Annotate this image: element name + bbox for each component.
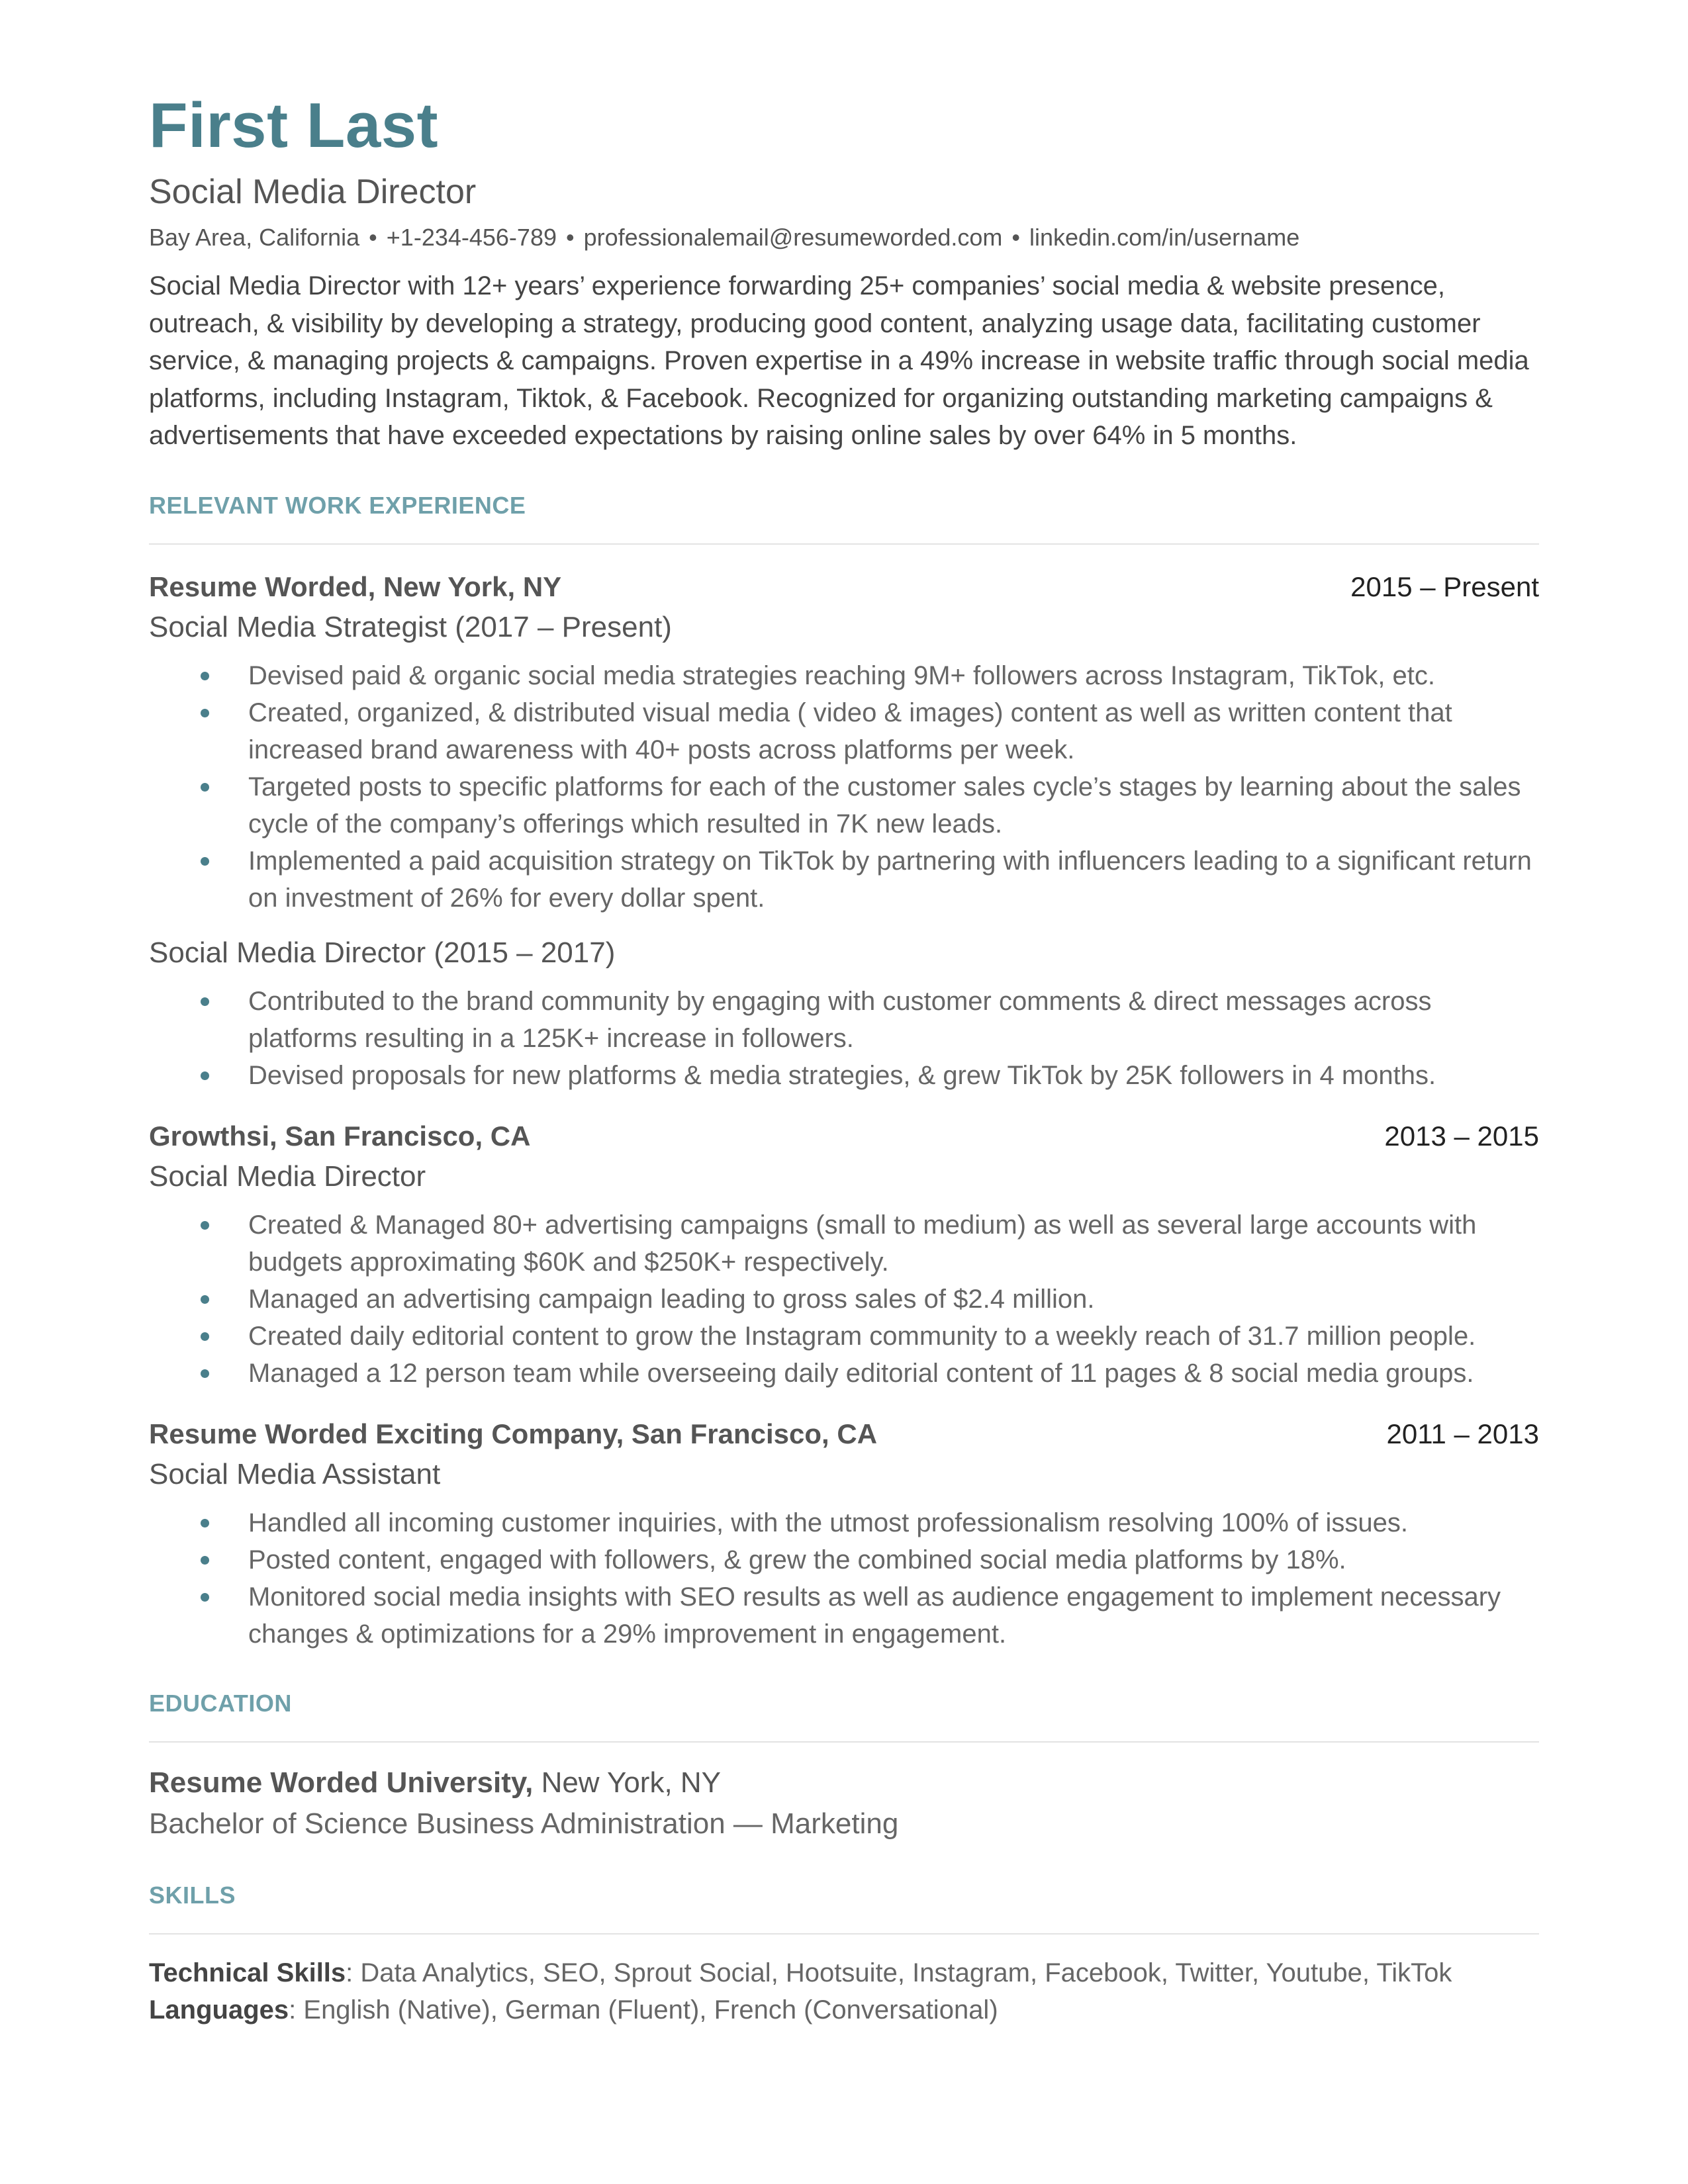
bullet-dot [201,672,209,680]
skills-heading: SKILLS [149,1881,236,1909]
bullet-text: Posted content, engaged with followers, & grew the combined social media platforms by 18%. [248,1545,1346,1574]
job-company: Resume Worded, New York, NY [149,570,562,602]
bullet-text: Devised proposals for new platforms & media strategies, & grew TikTok by 25K followers in 4 months. [248,1060,1436,1090]
skill-values: : Data Analytics, SEO, Sprout Social, Hootsuite, Instagram, Facebook, Twitter, Youtube, TikTok [346,1958,1452,1987]
bullet-dot [201,1071,209,1080]
contact-phone: +1-234-456-789 [386,224,557,251]
education-location: New York, NY [541,1766,722,1799]
bullet-text: Managed an advertising campaign leading to gross sales of $2.4 million. [248,1284,1095,1314]
bullet-dot [201,1556,209,1565]
education-degree: Bachelor of Science Business Administration — Marketing [149,1807,899,1840]
skill-values: : English (Native), German (Fluent), French (Conversational) [289,1995,998,2025]
skill-line-languages [149,1991,1539,2028]
bullet-item [149,983,1539,1057]
bullet-text: Handled all incoming customer inquiries, with the utmost professionalism resolving 100% of issues. [248,1508,1408,1537]
education-school-line [149,1762,1539,1803]
bullet-dot [201,709,209,717]
bullet-item [149,657,1539,694]
summary-paragraph: Social Media Director with 12+ years’ experience forwarding 25+ companies’ social media & website presence, outreach, & visibility by developing a strategy, producing good content, analyzing usage data, facilitating customer service, & managing projects & campaigns. Proven expertise in a 49% increase in website traffic through social media platforms, including Instagram, Tiktok, & Facebook. Recognized for organizing outstanding marketing campaigns & advertisements that have exceeded expectations by raising online sales by over 64% in 5 months. [149,271,1529,450]
bullet-text: Created & Managed 80+ advertising campaigns (small to medium) as well as several large accounts with budgets approximating $60K and $250K+ respectively. [248,1210,1477,1277]
contact-email[interactable]: professionalemail@resumeworded.com [583,224,1003,251]
contact-line [149,221,1539,254]
job-dates: 2011 – 2013 [1386,1418,1539,1449]
bullet-list [149,1504,1539,1653]
education-heading: EDUCATION [149,1689,292,1717]
contact-linkedin[interactable]: linkedin.com/in/username [1029,224,1300,251]
bullet-item [149,1206,1539,1281]
section-divider [149,543,1539,545]
job-position: Social Media Director [149,1160,426,1193]
bullet-text: Monitored social media insights with SEO results as well as audience engagement to implement necessary changes & optimizations for a 29% improvement in engagement. [248,1582,1501,1649]
bullet-item [149,1541,1539,1578]
bullet-dot [201,1332,209,1341]
job-header [149,1116,1539,1156]
bullet-item [149,1318,1539,1355]
contact-location: Bay Area, California [149,224,360,251]
job-header [149,567,1539,607]
education-school: Resume Worded University, [149,1766,534,1799]
bullet-item [149,694,1539,768]
bullet-item [149,1504,1539,1541]
section-divider [149,1933,1539,1934]
bullet-text: Implemented a paid acquisition strategy on TikTok by partnering with influencers leading to a significant return on investment of 26% for every dollar spent. [248,846,1532,913]
bullet-text: Managed a 12 person team while overseeing daily editorial content of 11 pages & 8 social media groups. [248,1358,1474,1388]
resume-title: Social Media Director [149,173,477,211]
bullet-text: Targeted posts to specific platforms for each of the customer sales cycle’s stages by learning about the sales cycle of the company’s offerings which resulted in 7K new leads. [248,772,1521,839]
resume-page [149,86,1539,2028]
job-dates: 2013 – 2015 [1384,1120,1539,1152]
bullet-dot [201,1369,209,1378]
job-entry [149,1414,1539,1653]
bullet-item [149,1578,1539,1653]
skill-label: Technical Skills [149,1958,346,1987]
job-position: Social Media Assistant [149,1457,441,1490]
bullet-dot [201,857,209,866]
bullet-item [149,768,1539,842]
resume-name: First Last [149,90,439,161]
bullet-text: Created, organized, & distributed visual media ( video & images) content as well as written content that increased brand awareness with 40+ posts across platforms per week. [248,698,1452,764]
bullet-dot [201,1519,209,1527]
bullet-item [149,1355,1539,1392]
bullet-item [149,842,1539,917]
experience-heading: RELEVANT WORK EXPERIENCE [149,491,526,519]
skills-block [149,1954,1539,2028]
job-position: Social Media Strategist (2017 – Present) [149,610,672,643]
bullet-dot [201,1221,209,1230]
job-entry [149,567,1539,1094]
bullet-list [149,983,1539,1094]
bullet-item [149,1057,1539,1094]
section-divider [149,1741,1539,1743]
bullet-text: Created daily editorial content to grow the Instagram community to a weekly reach of 31.7 million people. [248,1321,1476,1351]
bullet-dot [201,1295,209,1304]
bullet-dot [201,997,209,1006]
job-dates: 2015 – Present [1350,570,1539,602]
bullet-item [149,1281,1539,1318]
bullet-text: Devised paid & organic social media strategies reaching 9M+ followers across Instagram, TikTok, etc. [248,660,1436,690]
job-company: Resume Worded Exciting Company, San Francisco, CA [149,1418,878,1449]
bullet-list [149,657,1539,917]
bullet-list [149,1206,1539,1392]
job-entry [149,1116,1539,1392]
skill-line-technical [149,1954,1539,1991]
bullet-dot [201,1593,209,1602]
job-company: Growthsi, San Francisco, CA [149,1120,531,1152]
bullet-text: Contributed to the brand community by engaging with customer comments & direct messages across platforms resulting in a 125K+ increase in followers. [248,986,1432,1053]
contact-separator: • [565,224,575,251]
contact-separator: • [1011,224,1021,251]
skill-label: Languages [149,1995,289,2025]
job-position: Social Media Director (2015 – 2017) [149,936,616,969]
bullet-dot [201,783,209,792]
job-header [149,1414,1539,1454]
contact-separator: • [369,224,377,251]
